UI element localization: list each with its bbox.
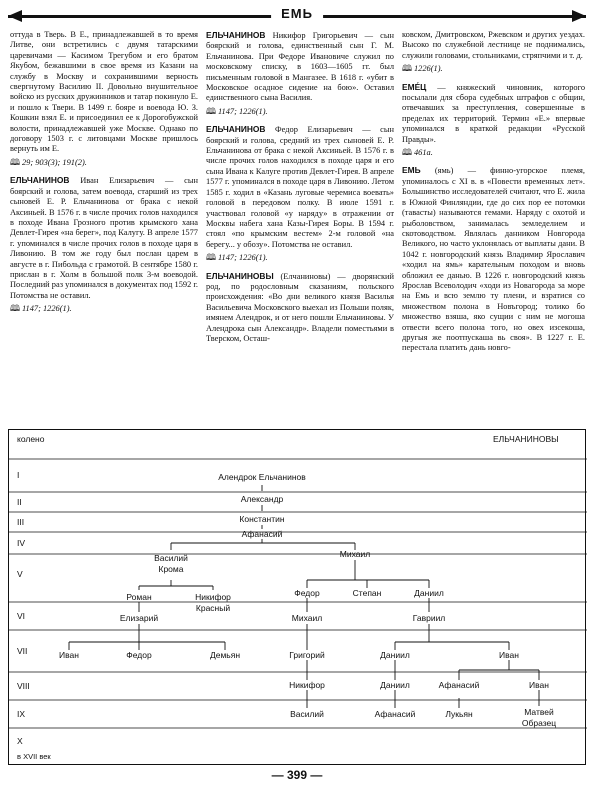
generation-label: X bbox=[17, 736, 23, 746]
person-vasily: Василий bbox=[290, 709, 324, 719]
person-demyan: Демьян bbox=[209, 650, 241, 660]
generation-label: IV bbox=[17, 538, 26, 548]
generation-label: V bbox=[17, 569, 23, 579]
person-alendrok: Алендрок Ельчанинов bbox=[218, 472, 306, 482]
entry-references: 🕮 1147; 1226(1). bbox=[10, 304, 72, 314]
header-arrow-right bbox=[572, 10, 586, 22]
text-column-3 bbox=[402, 30, 585, 425]
person-mikhail: Михаил bbox=[339, 549, 371, 559]
book-icon: 🕮 bbox=[402, 64, 412, 74]
generation-label: I bbox=[17, 470, 20, 480]
entry-references: 🕮 1226(1). bbox=[402, 64, 443, 74]
person-ivan: Иван bbox=[529, 680, 549, 690]
person-konstantin: Константин bbox=[239, 514, 285, 524]
entry-em: ЕМЬ (ямь) — финно-угорское племя, упоминалось с XI в. в «Повести временных лет». Большинство исследователей считают, что Е. жила в Южной Финляндии, где до сих пор ее потомки (таваcты) называются гемами. Наряду с охотой и рыболовством, занималась земледелием и скотоводством. Являлась данником Новгорода Великого, но часто уклонялась от выплаты дани. В 1042 г. новгородский князь Владимир Ярославич «ходил на ямь» карательным походом и вновь обложил ее данью. В 1226 г. новгородский князь Ярослав Всеволодич «ходи из Новагорода за море на Емь и всю землю ту плени, и взратися со множеством полона в Новъгород; толико бо множество взяша, яко сущии с ним не могоша отвести всего полона того, но овех изсекоша, другыя же поотпускаша вь своя». В 1227 г. Е. перестала платить дань новго- bbox=[402, 165, 585, 353]
book-icon: 🕮 bbox=[402, 148, 412, 158]
person-ivan: Иван bbox=[499, 650, 519, 660]
person-nikifor-krasny-nickname: Красный bbox=[195, 603, 231, 613]
book-icon: 🕮 bbox=[206, 106, 216, 116]
person-aleksandr: Александр bbox=[240, 494, 284, 504]
text-column-2 bbox=[206, 30, 394, 425]
person-matvey-obrazets: Матвей bbox=[524, 707, 554, 717]
page-number: — 399 — bbox=[271, 768, 323, 782]
generation-label: VII bbox=[17, 646, 28, 656]
entry-emets: ЕМЕ́Ц — княжеский чиновник, которого посылали для сбора судебных штрафов с общин, отвечавших за преступления, совершенные в пределах их территорий. Термин «Е.» впервые упоминался в краткой редакции «Русской Правды». bbox=[402, 81, 585, 144]
generation-label: II bbox=[17, 497, 22, 507]
entry-headword: ЕЛЬЧАНИНОВ bbox=[206, 124, 266, 135]
entry-continuation: оттуда в Тверь. В Е., принадлежавшей в то время Литве, они встретились с двумя татарскими царевичами — Касимом Трегубом и его братом Якубом, бежавшими в свое время из Казани на службу в Москву и сохранившими верность свергнутому Василию II. Довольно внушительное войско из русских дружинников и татар покинуло Е. и пошло к Твери. В 1499 г. бояре и воевода Ю. З. Кошкин взял Е. и присоединил ее к Дорогобужской волости, принадлежавшей уже Москве. Однако по договору 1503 г. с литовцами Москве пришлось вернуть им Е. bbox=[10, 30, 198, 154]
entry-references: 🕮 461а. bbox=[402, 148, 433, 158]
person-vasily-kroma: Василий bbox=[154, 553, 188, 563]
person-matvey-obrazets-nickname: Образец bbox=[521, 718, 557, 728]
book-icon: 🕮 bbox=[10, 157, 20, 167]
entry-references: 🕮 1147; 1226(1). bbox=[206, 253, 268, 263]
person-daniil: Даниил bbox=[414, 588, 444, 598]
generation-label: III bbox=[17, 517, 25, 527]
genealogy-tree bbox=[8, 429, 586, 765]
genealogy-chart bbox=[9, 430, 587, 766]
generation-label: IX bbox=[17, 709, 26, 719]
person-daniil: Даниил bbox=[380, 650, 410, 660]
book-icon: 🕮 bbox=[10, 304, 20, 314]
person-nikifor-krasny: Никифор bbox=[195, 592, 231, 602]
entry-headword: ЕЛЬЧАНИНОВ bbox=[206, 30, 266, 40]
running-header bbox=[8, 6, 586, 26]
text-column-1 bbox=[10, 30, 198, 425]
header-title: ЕМЬ bbox=[271, 6, 323, 21]
person-gavriil: Гавриил bbox=[412, 613, 446, 623]
book-icon: 🕮 bbox=[206, 253, 216, 263]
person-roman: Роман bbox=[126, 592, 152, 602]
entry-headword: ЕЛЬЧАНИНОВ bbox=[10, 175, 70, 186]
entry-headword: ЕМЬ bbox=[402, 165, 421, 176]
person-ivan: Иван bbox=[59, 650, 79, 660]
entry-references: 🕮 29; 903(3); 191(2). bbox=[10, 157, 87, 167]
person-vasily-kroma-nickname: Крома bbox=[158, 564, 184, 574]
person-stepan: Степан bbox=[352, 588, 382, 598]
entry-headword: ЕМЕ́Ц bbox=[402, 81, 427, 92]
entry-elchaninov-fedor: ЕЛЬЧАНИНОВ Федор Елизарьевич — сын боярский и голова, средний из трех сыновей Е. Р. Ельчанинова от брака с некой Аксиньей. В 1576 г. в числе прочих голов находился в походе царя и его сына Ивана к Калуге против Девлет-Гирея. В апреле 1577 г. упоминался в походе царя в Ливонию. Летом 1585 г. ходил в «Казань луговые черемиса воевать» головой в передовом полку. В июле 1591 г. участвовал головой «у наряду» в отражении от Москвы набега хана Казы-Гирея Боры. В 1594 г. стоял «по крымским вестем» 2-м головой «на берегу... у обозу». Потомства не оставил. bbox=[206, 124, 394, 249]
person-lukyan: Лукьян bbox=[445, 709, 473, 719]
person-elizary: Елизарий bbox=[119, 613, 159, 623]
header-arrow-left bbox=[8, 10, 22, 22]
person-nikifor: Никифор bbox=[289, 680, 325, 690]
person-afanasy: Афанасий bbox=[374, 709, 416, 719]
person-fedor: Федор bbox=[294, 588, 320, 598]
generation-column-label: колено bbox=[17, 434, 45, 444]
generation-label: VIII bbox=[17, 681, 30, 691]
person-fedor: Федор bbox=[126, 650, 152, 660]
tree-footnote: в XVII век bbox=[17, 752, 51, 761]
entry-headword: ЕЛЬЧАНИНОВЫ bbox=[206, 270, 274, 281]
generation-label: VI bbox=[17, 611, 26, 621]
person-daniil: Даниил bbox=[380, 680, 410, 690]
person-mikhail: Михаил bbox=[291, 613, 323, 623]
person-afanasy: Афанасий bbox=[241, 529, 283, 539]
entry-continuation: ковском, Дмитровском, Ржевском и других уездах. Высоко по служебной лестнице не поднимались, служили головами, стольниками, стряпчими и т. д. bbox=[402, 30, 585, 60]
person-afanasy: Афанасий bbox=[438, 680, 480, 690]
entry-elchaninov-ivan: ЕЛЬЧАНИНОВ Иван Елизарьевич — сын боярский и голова, затем воевода, старший из трех сыновей Е. Р. Ельчанинова от брака с некой Аксиньей. В 1576 г. в числе прочих голов находился в походе Ивана Грозного против крымского хана Девлет-Гирея «на берег», под Калугу. В апреле 1577 г. упоминался в числе прочих голов в походе царя в Ливонию. В том же году был послан царем в августе в г. Пибольда с грамотой. В сентябре 1580 г. прислан в г. Холм в большой полк 3-м воеводой. Последний раз упоминался в документах под 1592 г. Потомства не оставил. bbox=[10, 175, 198, 300]
family-title: ЕЛЬЧАНИНОВЫ bbox=[493, 434, 559, 444]
entry-references: 🕮 1147; 1226(1). bbox=[206, 106, 268, 116]
entry-elchaninovy: ЕЛЬЧАНИНОВЫ (Елчаниновы) — дворянский род, по родословным сказаниям, польского происхождения: «Во дни великого князя Василья Васильевича Московского выехал из Польши поляк, имянем Алендрок, и от него пошли Ельчаниновы. У Алендрока сын Александр». Владели поместьями в Тверском, Осташ- bbox=[206, 270, 394, 343]
person-grigory: Григорий bbox=[289, 650, 325, 660]
entry-elchaninov-nikifor: ЕЛЬЧАНИНОВ Никифор Григорьевич — сын боярский и голова, единственный сын Г. М. Ельчанинова. При Федоре Ивановиче служил по московскому списку, в 1603—1605 гг. был письменным головой в Мангазее. В 1618 г. «убит в Московское осадное сидение на бою». Оставил единственного сына Василия. bbox=[206, 30, 394, 103]
